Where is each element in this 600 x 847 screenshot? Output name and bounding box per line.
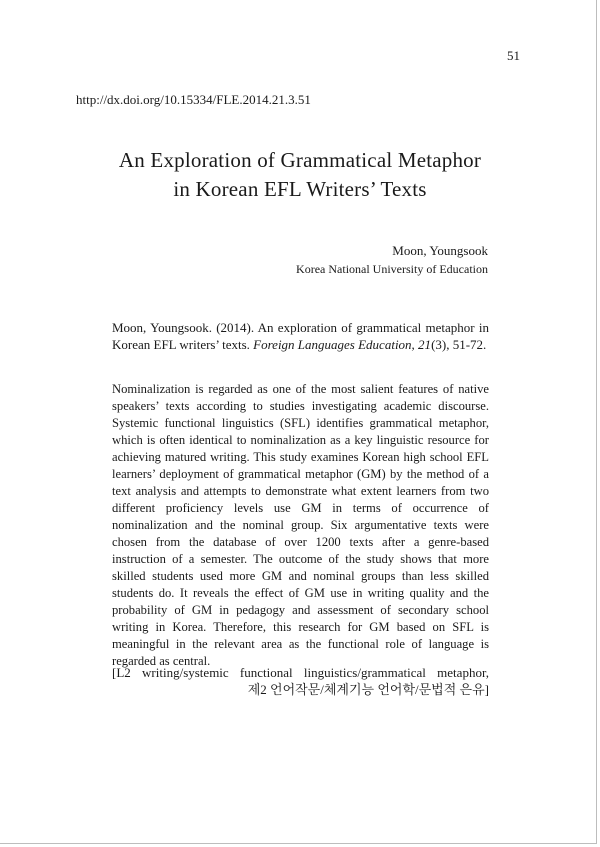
page-number: 51: [507, 48, 520, 63]
citation-journal: Foreign Languages Education, 21: [253, 337, 432, 352]
author-name: Moon, Youngsook: [392, 243, 488, 258]
keywords-english: [L2 writing/systemic functional linguistics/grammatical metaphor,: [112, 665, 489, 680]
abstract: Nominalization is regarded as one of the most salient features of native speakers’ texts according to studies investigating academic discourse. Systemic functional linguistics (SFL) identifies grammatical metaphor, which is often identical to nominalization as a key linguistic resource for achieving matured writing. This study examines Korean high school EFL learners’ deployment of grammatical metaphor (GM) by the method of a text analysis and attempts to demonstrate what extent learners from two different proficiency levels use GM in terms of occurrence of nominalization and the nominal group. Six argumentative texts were chosen from the database of over 1200 texts after a genre-based instruction of a semester. The outcome of the study shows that more skilled students used more GM and nominal groups than less skilled students do. It reveals the effect of GM use in writing quality and the probability of GM in pedagogy and assessment of secondary school writing in Korea. Therefore, this research for GM based on SFL is meaningful in the relevant area as the functional role of language is regarded as central.: [112, 382, 489, 668]
citation: [112, 319, 489, 353]
keywords: [112, 664, 489, 698]
keywords-korean: 제2 언어작문/체계기능 언어학/문법적 은유]: [247, 682, 489, 697]
title-line-2: in Korean EFL Writers’ Texts: [173, 177, 427, 201]
title-line-1: An Exploration of Grammatical Metaphor: [118, 148, 482, 172]
paper-title: [0, 146, 600, 204]
doi-link[interactable]: http://dx.doi.org/10.15334/FLE.2014.21.3.51: [76, 92, 311, 107]
citation-suffix: (3), 51-72.: [431, 337, 487, 352]
citation-prefix: Moon, Youngsook. (2014). An exploration of grammatical metaphor in Korean EFL writers’ texts.: [112, 320, 489, 352]
author-affiliation: Korea National University of Education: [296, 262, 488, 276]
